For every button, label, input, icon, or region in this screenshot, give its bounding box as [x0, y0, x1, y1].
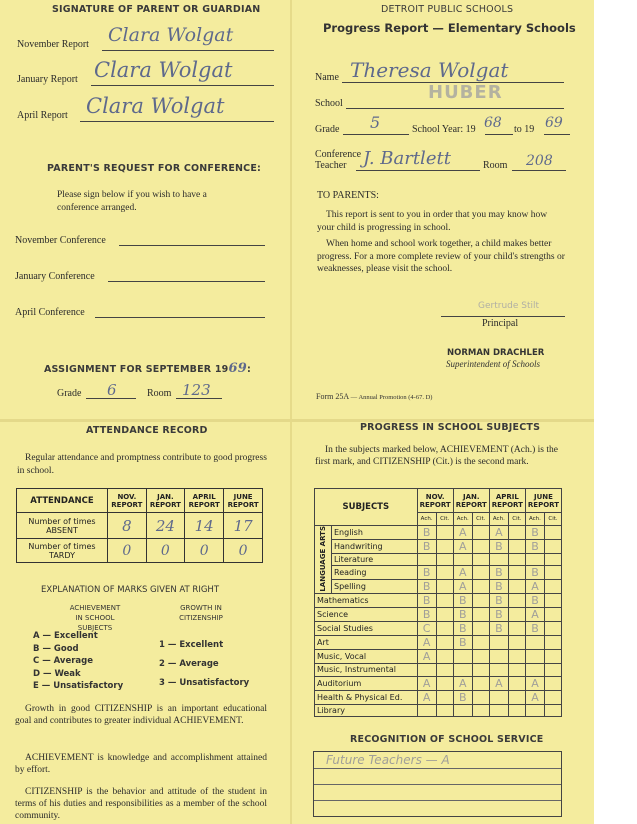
- ach-mark: [489, 650, 508, 664]
- room-number: 208: [526, 153, 553, 169]
- ach-mark: A: [453, 676, 472, 690]
- attendance-intro: Regular attendance and promptness contribute to good progress in school.: [17, 453, 267, 476]
- subject-name: Reading: [332, 566, 418, 580]
- cit-mark: [472, 566, 489, 580]
- ach-mark: [453, 553, 472, 566]
- principal-label: Principal: [482, 318, 519, 329]
- ach-mark: B: [489, 594, 508, 608]
- cit-mark: [508, 622, 525, 636]
- cit-mark: [472, 594, 489, 608]
- attendance-period-apr: APRIL REPORT: [185, 489, 224, 513]
- cit-mark: [472, 636, 489, 650]
- cit-mark: [472, 553, 489, 566]
- ach-mark: B: [489, 622, 508, 636]
- subject-name: Science: [315, 608, 418, 622]
- report-title: Progress Report — Elementary Schools: [323, 21, 576, 35]
- ach-mark: A: [489, 676, 508, 690]
- ach-mark: B: [453, 622, 472, 636]
- attendance-col-header: ATTENDANCE: [17, 489, 108, 513]
- cit-col: Cit.: [472, 513, 489, 526]
- cit-mark: [436, 566, 453, 580]
- ach-mark: A: [453, 580, 472, 594]
- achievement-scale: A — Excellent B — Good C — Average D — Weak E — Unsatisfactory: [33, 631, 124, 692]
- school-year-label: School Year: 19: [412, 124, 476, 135]
- cit-mark: [472, 622, 489, 636]
- attendance-period-nov: NOV. REPORT: [108, 489, 147, 513]
- ach-mark: [525, 704, 544, 717]
- assignment-room-label: Room: [147, 388, 172, 399]
- room-line: [512, 170, 566, 171]
- marks-p1: Growth in good CITIZENSHIP is an important educational goal and contributes to greater individual ACHIEVEMENT.: [15, 704, 267, 726]
- cit-mark: [472, 525, 489, 539]
- progress-intro: In the subjects marked below, ACHIEVEMENT (Ach.) is the first mark, and CITIZENSHIP (Cit.) is the second mark.: [315, 445, 558, 467]
- cit-mark: [508, 636, 525, 650]
- progress-period-jun: JUNE REPORT: [525, 489, 561, 513]
- cit-mark: [436, 525, 453, 539]
- cit-col: Cit.: [508, 513, 525, 526]
- assignment-title: ASSIGNMENT FOR SEPTEMBER 1969:: [44, 361, 251, 376]
- cit-mark: [545, 566, 562, 580]
- cit-mark: [436, 704, 453, 717]
- cit-mark: [545, 525, 562, 539]
- subject-row: [315, 650, 562, 664]
- cit-mark: [508, 704, 525, 717]
- ach-mark: B: [417, 608, 436, 622]
- cit-mark: [436, 608, 453, 622]
- cit-mark: [472, 676, 489, 690]
- ach-mark: [525, 553, 544, 566]
- ach-mark: A: [525, 690, 544, 704]
- subject-name: Handwriting: [332, 539, 418, 553]
- subject-row: [315, 676, 562, 690]
- teacher-name: J. Bartlett: [363, 148, 451, 169]
- subject-row: [315, 525, 562, 539]
- ach-mark: [525, 664, 544, 677]
- cit-mark: [472, 690, 489, 704]
- assignment-grade-label: Grade: [57, 388, 82, 399]
- subject-name: Literature: [332, 553, 418, 566]
- ach-mark: B: [489, 539, 508, 553]
- subject-row: [315, 580, 562, 594]
- subject-row: [315, 622, 562, 636]
- cit-mark: [545, 580, 562, 594]
- ach-mark: [417, 553, 436, 566]
- assignment-grade: 6: [107, 381, 117, 399]
- ach-mark: A: [453, 539, 472, 553]
- cit-mark: [545, 664, 562, 677]
- attendance-value: 8: [108, 513, 147, 539]
- subjects-header: SUBJECTS: [315, 489, 418, 526]
- teacher-line: [356, 170, 480, 171]
- progress-title: PROGRESS IN SCHOOL SUBJECTS: [360, 422, 541, 433]
- cit-mark: [436, 636, 453, 650]
- signature-january: Clara Wolgat: [94, 58, 233, 82]
- grade-line: [343, 134, 409, 135]
- cit-mark: [436, 580, 453, 594]
- attendance-value: 0: [146, 539, 184, 563]
- signature-title: SIGNATURE OF PARENT OR GUARDIAN: [52, 4, 261, 15]
- cit-mark: [508, 539, 525, 553]
- ach-mark: A: [489, 525, 508, 539]
- to-parents-p2: When home and school work together, a child makes better progress. For a more complete review of your child's strengths or weaknesses, please visit the school.: [317, 239, 565, 274]
- grade-label: Grade: [315, 124, 340, 135]
- attendance-value: 17: [224, 513, 263, 539]
- subject-row: [315, 704, 562, 717]
- attendance-table: [16, 488, 263, 563]
- subject-row: [315, 539, 562, 553]
- ach-mark: B: [525, 539, 544, 553]
- subject-row: [315, 664, 562, 677]
- cit-mark: [472, 580, 489, 594]
- ach-mark: A: [453, 566, 472, 580]
- subject-row: [315, 690, 562, 704]
- ach-mark: C: [417, 622, 436, 636]
- ach-mark: B: [489, 608, 508, 622]
- subject-name: Music, Instrumental: [315, 664, 418, 677]
- cit-mark: [508, 580, 525, 594]
- subject-name: Art: [315, 636, 418, 650]
- progress-period-apr: APRIL REPORT: [489, 489, 525, 513]
- ach-mark: [453, 664, 472, 677]
- ach-mark: [489, 704, 508, 717]
- attendance-label: Number of times TARDY: [17, 539, 108, 563]
- ach-mark: B: [417, 580, 436, 594]
- cit-mark: [545, 594, 562, 608]
- cit-mark: [472, 650, 489, 664]
- signature-november: Clara Wolgat: [108, 24, 234, 46]
- subject-name: Health & Physical Ed.: [315, 690, 418, 704]
- ach-mark: [489, 553, 508, 566]
- ach-mark: [525, 650, 544, 664]
- conference-title: PARENT'S REQUEST FOR CONFERENCE:: [47, 163, 262, 174]
- ach-mark: [417, 704, 436, 717]
- year-from-line: [485, 134, 513, 135]
- year-to-line: [544, 134, 570, 135]
- progress-period-jan: JAN. REPORT: [453, 489, 489, 513]
- cit-mark: [545, 676, 562, 690]
- ach-mark: B: [417, 539, 436, 553]
- cit-mark: [545, 704, 562, 717]
- ach-mark: B: [417, 566, 436, 580]
- cit-mark: [436, 622, 453, 636]
- subject-name: English: [332, 525, 418, 539]
- cit-mark: [436, 676, 453, 690]
- student-name-label: Name: [315, 72, 339, 83]
- cit-mark: [508, 566, 525, 580]
- school-year-to: 69: [545, 115, 563, 131]
- attendance-period-jan: JAN. REPORT: [146, 489, 184, 513]
- principal-line: [441, 316, 565, 317]
- recognition-title: RECOGNITION OF SCHOOL SERVICE: [350, 734, 544, 745]
- marks-ach-head: ACHIEVEMENT IN SCHOOL SUBJECTS: [69, 604, 121, 632]
- ach-mark: [453, 704, 472, 717]
- cit-mark: [508, 690, 525, 704]
- signature-label-january: January Report: [17, 74, 78, 85]
- signature-line: [102, 50, 274, 51]
- cit-mark: [472, 664, 489, 677]
- ach-mark: B: [525, 622, 544, 636]
- cit-mark: [436, 650, 453, 664]
- citizenship-scale: 1 — Excellent 2 — Average 3 — Unsatisfactory: [159, 640, 250, 688]
- ach-mark: A: [417, 636, 436, 650]
- attendance-value: 24: [146, 513, 184, 539]
- ach-mark: [453, 650, 472, 664]
- form-number: Form 25A — Annual Promotion (4-67. D): [316, 392, 433, 401]
- school-label: School: [315, 98, 343, 109]
- cit-mark: [436, 553, 453, 566]
- school-line: [346, 108, 564, 109]
- attendance-label: Number of times ABSENT: [17, 513, 108, 539]
- fold-crease-vertical: [290, 0, 292, 824]
- cit-mark: [545, 608, 562, 622]
- recognition-box: [313, 751, 562, 817]
- subject-row: [315, 636, 562, 650]
- ach-mark: A: [525, 676, 544, 690]
- ach-mark: [489, 664, 508, 677]
- ach-mark: A: [453, 525, 472, 539]
- conference-label-april: April Conference: [15, 307, 85, 318]
- ach-mark: A: [417, 650, 436, 664]
- progress-period-nov: NOV. REPORT: [417, 489, 453, 513]
- attendance-title: ATTENDANCE RECORD: [86, 425, 208, 436]
- cit-mark: [436, 539, 453, 553]
- cit-mark: [472, 539, 489, 553]
- school-year-to-label: to 19: [514, 124, 535, 135]
- signature-line: [91, 85, 274, 86]
- signature-label-april: April Report: [17, 110, 68, 121]
- attendance-row-tardy: [17, 539, 263, 563]
- cit-mark: [508, 676, 525, 690]
- subject-name: Music, Vocal: [315, 650, 418, 664]
- school-year-from: 68: [484, 115, 502, 131]
- cit-mark: [472, 608, 489, 622]
- attendance-row-absent: [17, 513, 263, 539]
- ach-mark: B: [525, 594, 544, 608]
- ach-mark: [417, 664, 436, 677]
- ach-mark: B: [417, 525, 436, 539]
- attendance-value: 0: [224, 539, 263, 563]
- conference-label-november: November Conference: [15, 235, 106, 246]
- cit-mark: [545, 690, 562, 704]
- cit-mark: [436, 664, 453, 677]
- cit-col: Cit.: [436, 513, 453, 526]
- ach-col: Ach.: [489, 513, 508, 526]
- cit-mark: [508, 553, 525, 566]
- conference-label-january: January Conference: [15, 271, 95, 282]
- ach-mark: B: [417, 594, 436, 608]
- ach-mark: B: [453, 608, 472, 622]
- superintendent-title: Superintendent of Schools: [446, 359, 540, 369]
- ach-mark: B: [453, 690, 472, 704]
- student-name: Theresa Wolgat: [350, 58, 509, 82]
- conference-line: [108, 281, 265, 282]
- subject-name: Social Studies: [315, 622, 418, 636]
- subject-row: [315, 608, 562, 622]
- assignment-room: 123: [182, 381, 211, 399]
- marks-title: EXPLANATION OF MARKS GIVEN AT RIGHT: [41, 585, 220, 595]
- cit-col: Cit.: [545, 513, 562, 526]
- cit-mark: [508, 650, 525, 664]
- subject-name: Spelling: [332, 580, 418, 594]
- student-grade: 5: [370, 113, 381, 132]
- conference-instruction: Please sign below if you wish to have a conference arranged.: [57, 190, 207, 213]
- conference-line: [119, 245, 265, 246]
- ach-mark: A: [417, 690, 436, 704]
- room-label: Room: [483, 160, 508, 171]
- district-name: DETROIT PUBLIC SCHOOLS: [381, 4, 514, 15]
- cit-mark: [508, 608, 525, 622]
- ach-col: Ach.: [453, 513, 472, 526]
- cit-mark: [545, 650, 562, 664]
- cit-mark: [508, 525, 525, 539]
- ach-mark: [525, 636, 544, 650]
- conference-line: [95, 317, 265, 318]
- cit-mark: [508, 594, 525, 608]
- ach-mark: B: [489, 580, 508, 594]
- ach-mark: B: [525, 566, 544, 580]
- ach-col: Ach.: [525, 513, 544, 526]
- attendance-value: 0: [108, 539, 147, 563]
- ach-mark: A: [525, 580, 544, 594]
- subject-row: [315, 566, 562, 580]
- superintendent-name: NORMAN DRACHLER: [447, 348, 545, 358]
- recognition-entry: Future Teachers — A: [326, 753, 450, 767]
- marks-cit-head: GROWTH IN CITIZENSHIP: [179, 604, 223, 622]
- cit-mark: [545, 622, 562, 636]
- ach-mark: A: [417, 676, 436, 690]
- cit-mark: [472, 704, 489, 717]
- ach-mark: B: [453, 636, 472, 650]
- cit-mark: [508, 664, 525, 677]
- ach-mark: B: [525, 525, 544, 539]
- attendance-value: 14: [185, 513, 224, 539]
- attendance-period-jun: JUNE REPORT: [224, 489, 263, 513]
- ach-mark: [489, 636, 508, 650]
- ach-mark: A: [525, 608, 544, 622]
- cit-mark: [436, 690, 453, 704]
- subject-row: [315, 553, 562, 566]
- language-arts-group: LANGUAGE ARTS: [315, 525, 332, 594]
- signature-label-november: November Report: [17, 39, 89, 50]
- subject-row: [315, 594, 562, 608]
- principal-stamp: Gertrude Stilt: [478, 301, 540, 311]
- signature-line: [80, 121, 274, 122]
- school-stamp: HUBER: [428, 82, 503, 103]
- attendance-value: 0: [185, 539, 224, 563]
- subject-name: Auditorium: [315, 676, 418, 690]
- ach-col: Ach.: [417, 513, 436, 526]
- to-parents-title: TO PARENTS:: [317, 190, 379, 201]
- teacher-label: Conference Teacher: [315, 149, 362, 171]
- cit-mark: [545, 539, 562, 553]
- progress-table: [314, 488, 562, 717]
- ach-mark: [489, 690, 508, 704]
- to-parents-p1: This report is sent to you in order that you may know how your child is progressing in school.: [317, 210, 548, 233]
- subject-name: Library: [315, 704, 418, 717]
- ach-mark: B: [453, 594, 472, 608]
- marks-p2: ACHIEVEMENT is knowledge and accomplishment attained by effort.: [15, 753, 267, 775]
- signature-april: Clara Wolgat: [86, 94, 225, 118]
- cit-mark: [436, 594, 453, 608]
- ach-mark: B: [489, 566, 508, 580]
- cit-mark: [545, 553, 562, 566]
- subject-name: Mathematics: [315, 594, 418, 608]
- marks-p3: CITIZENSHIP is the behavior and attitude of the student in terms of his duties and responsibilities as a member of the school community.: [15, 787, 267, 821]
- cit-mark: [545, 636, 562, 650]
